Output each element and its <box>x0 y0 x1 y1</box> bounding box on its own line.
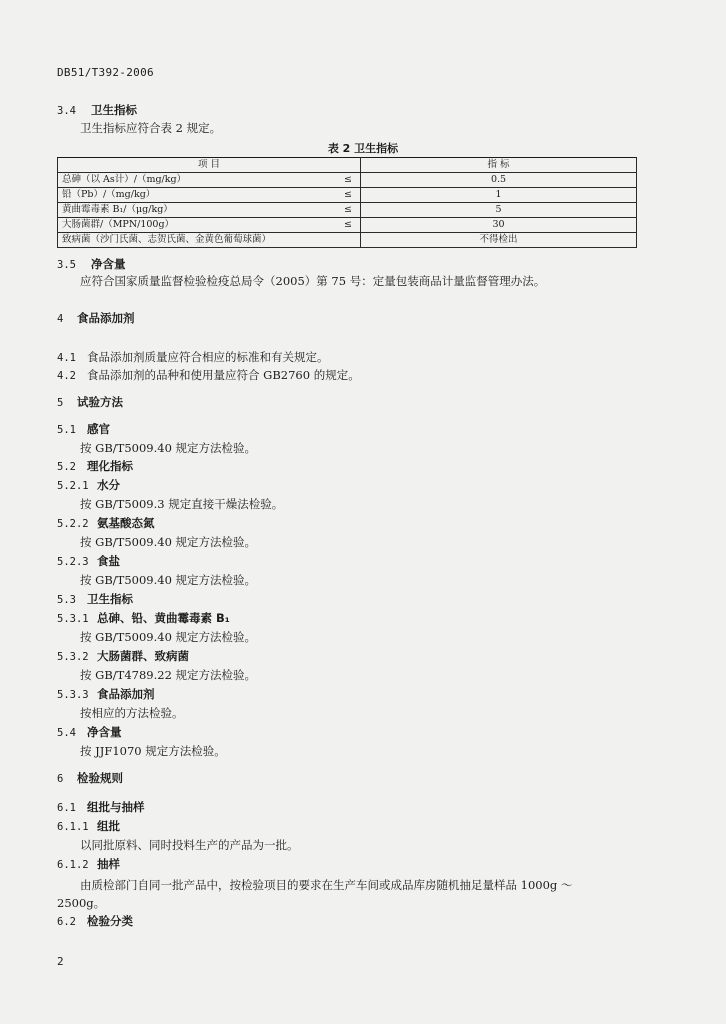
section-number: 5.3.1 <box>57 613 89 625</box>
section-6-1-1-text: 以同批原料、同时投料生产的产品为一批。 <box>80 838 299 852</box>
clause-text: 食品添加剂的品种和使用量应符合 GB2760 的规定。 <box>87 368 360 382</box>
section-6-1-2-heading <box>57 856 120 873</box>
section-title: 食盐 <box>97 554 120 568</box>
section-number: 5.2.3 <box>57 556 89 568</box>
section-number: 3.4 <box>57 105 76 117</box>
section-title: 理化指标 <box>87 459 133 473</box>
chapter-5-heading <box>57 394 123 411</box>
row-value: 30 <box>361 218 637 233</box>
clause-text: 食品添加剂质量应符合相应的标准和有关规定。 <box>87 350 329 364</box>
section-6-1-heading <box>57 799 145 816</box>
section-3-4-heading <box>57 102 137 119</box>
row-symbol: ≤ <box>318 188 361 203</box>
chapter-4-heading <box>57 310 135 327</box>
section-5-2-3-heading <box>57 553 120 570</box>
section-number: 5.2 <box>57 461 76 473</box>
section-title: 抽样 <box>97 857 120 871</box>
section-number: 5.3.2 <box>57 651 89 663</box>
table-header-row <box>58 158 637 173</box>
section-number: 5.1 <box>57 424 76 436</box>
section-title: 大肠菌群、致病菌 <box>97 649 189 663</box>
section-number: 3.5 <box>57 259 76 271</box>
section-title: 感官 <box>87 422 110 436</box>
table-row <box>58 173 637 188</box>
section-title: 组批与抽样 <box>87 800 145 814</box>
row-item: 铅（Pb）/（mg/kg） <box>58 188 319 203</box>
row-item: 致病菌（沙门氏菌、志贺氏菌、金黄色葡萄球菌） <box>58 233 319 248</box>
section-5-3-heading <box>57 591 133 608</box>
section-title: 组批 <box>97 819 120 833</box>
section-5-2-2-heading <box>57 515 155 532</box>
section-6-1-2-text-line2: 2500g。 <box>57 896 106 910</box>
section-3-4-text: 卫生指标应符合表 2 规定。 <box>80 121 222 135</box>
row-symbol: ≤ <box>318 218 361 233</box>
chapter-6-heading <box>57 770 123 787</box>
section-3-5-heading <box>57 256 126 273</box>
row-item: 黄曲霉毒素 B₁/（μg/kg） <box>58 203 319 218</box>
section-5-3-3-text: 按相应的方法检验。 <box>80 706 184 720</box>
header-item: 项 目 <box>58 158 361 173</box>
section-5-2-2-text: 按 GB/T5009.40 规定方法检验。 <box>80 535 257 549</box>
hygiene-indicator-table <box>57 157 637 248</box>
section-title: 水分 <box>97 478 120 492</box>
table-caption: 表 2 卫生指标 <box>327 142 399 155</box>
clause-4-1 <box>57 349 329 366</box>
section-title: 净含量 <box>91 257 126 271</box>
clause-number: 4.1 <box>57 352 76 364</box>
row-symbol <box>318 233 361 248</box>
section-number: 5.4 <box>57 727 76 739</box>
section-5-3-3-heading <box>57 686 155 703</box>
section-5-3-1-heading <box>57 610 230 627</box>
clause-4-2 <box>57 367 360 384</box>
section-6-2-heading <box>57 913 133 930</box>
row-item: 大肠菌群/（MPN/100g） <box>58 218 319 233</box>
row-value: 不得检出 <box>361 233 637 248</box>
section-6-1-1-heading <box>57 818 120 835</box>
table-row <box>58 218 637 233</box>
section-5-2-1-heading <box>57 477 120 494</box>
chapter-title: 食品添加剂 <box>77 311 135 325</box>
row-value: 0.5 <box>361 173 637 188</box>
row-value: 1 <box>361 188 637 203</box>
section-title: 卫生指标 <box>87 592 133 606</box>
row-symbol: ≤ <box>318 173 361 188</box>
section-number: 5.3.3 <box>57 689 89 701</box>
section-number: 6.1 <box>57 802 76 814</box>
section-title: 总砷、铅、黄曲霉毒素 B₁ <box>97 611 230 625</box>
section-number: 6.2 <box>57 916 76 928</box>
section-5-2-heading <box>57 458 133 475</box>
clause-number: 4.2 <box>57 370 76 382</box>
chapter-title: 试验方法 <box>77 395 123 409</box>
section-5-3-2-heading <box>57 648 189 665</box>
section-5-3-2-text: 按 GB/T4789.22 规定方法检验。 <box>80 668 257 682</box>
section-number: 5.3 <box>57 594 76 606</box>
table-row <box>58 203 637 218</box>
section-5-3-1-text: 按 GB/T5009.40 规定方法检验。 <box>80 630 257 644</box>
section-number: 6.1.2 <box>57 859 89 871</box>
row-item: 总砷（以 As计）/（mg/kg） <box>58 173 319 188</box>
section-5-1-text: 按 GB/T5009.40 规定方法检验。 <box>80 441 257 455</box>
section-5-4-heading <box>57 724 122 741</box>
page-number: 2 <box>57 955 64 968</box>
section-3-5-text: 应符合国家质量监督检验检疫总局令（2005）第 75 号：定量包装商品计量监督管理办法。 <box>80 274 546 288</box>
section-5-1-heading <box>57 421 110 438</box>
section-number: 5.2.2 <box>57 518 89 530</box>
section-title: 氨基酸态氮 <box>97 516 155 530</box>
section-number: 5.2.1 <box>57 480 89 492</box>
table-row <box>58 188 637 203</box>
chapter-number: 4 <box>57 313 64 325</box>
section-title: 卫生指标 <box>91 103 137 117</box>
section-title: 检验分类 <box>87 914 133 928</box>
section-title: 食品添加剂 <box>97 687 155 701</box>
section-5-2-3-text: 按 GB/T5009.40 规定方法检验。 <box>80 573 257 587</box>
section-5-2-1-text: 按 GB/T5009.3 规定直接干燥法检验。 <box>80 497 284 511</box>
chapter-number: 6 <box>57 773 64 785</box>
section-title: 净含量 <box>87 725 122 739</box>
chapter-number: 5 <box>57 397 64 409</box>
section-6-1-2-text-line1: 由质检部门自同一批产品中，按检验项目的要求在生产车间或成品库房随机抽足量样品 1000g ～ <box>80 878 573 892</box>
header-value: 指 标 <box>361 158 637 173</box>
row-value: 5 <box>361 203 637 218</box>
row-symbol: ≤ <box>318 203 361 218</box>
table-row <box>58 233 637 248</box>
section-number: 6.1.1 <box>57 821 89 833</box>
chapter-title: 检验规则 <box>77 771 123 785</box>
document-id: DB51/T392-2006 <box>57 66 154 79</box>
section-5-4-text: 按 JJF1070 规定方法检验。 <box>80 744 226 758</box>
